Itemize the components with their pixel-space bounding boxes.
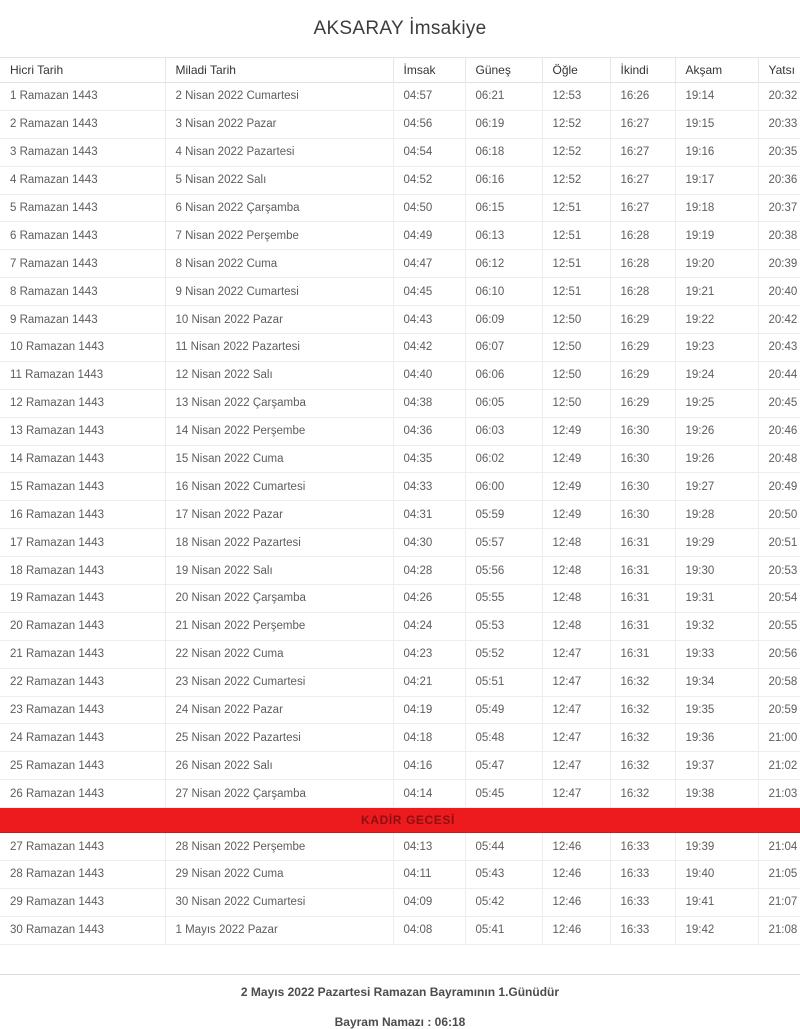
cell-aksam: 19:39 — [675, 833, 758, 861]
cell-gunes: 06:10 — [465, 278, 542, 306]
cell-imsak: 04:50 — [393, 194, 465, 222]
cell-hicri: 13 Ramazan 1443 — [0, 417, 165, 445]
cell-hicri: 11 Ramazan 1443 — [0, 361, 165, 389]
cell-yatsi: 20:39 — [758, 250, 800, 278]
cell-ikindi: 16:31 — [610, 612, 675, 640]
cell-ikindi: 16:33 — [610, 861, 675, 889]
cell-aksam: 19:35 — [675, 696, 758, 724]
cell-gunes: 05:56 — [465, 557, 542, 585]
cell-ogle: 12:52 — [542, 138, 610, 166]
cell-aksam: 19:20 — [675, 250, 758, 278]
cell-hicri: 20 Ramazan 1443 — [0, 612, 165, 640]
cell-ikindi: 16:33 — [610, 833, 675, 861]
cell-aksam: 19:21 — [675, 278, 758, 306]
cell-gunes: 06:02 — [465, 445, 542, 473]
cell-aksam: 19:26 — [675, 417, 758, 445]
cell-hicri: 23 Ramazan 1443 — [0, 696, 165, 724]
cell-imsak: 04:13 — [393, 833, 465, 861]
cell-yatsi: 21:07 — [758, 888, 800, 916]
cell-aksam: 19:16 — [675, 138, 758, 166]
cell-ogle: 12:49 — [542, 473, 610, 501]
cell-hicri: 15 Ramazan 1443 — [0, 473, 165, 501]
table-row — [0, 334, 800, 362]
cell-aksam: 19:36 — [675, 724, 758, 752]
cell-hicri: 19 Ramazan 1443 — [0, 585, 165, 613]
cell-yatsi: 20:44 — [758, 361, 800, 389]
table-row — [0, 83, 800, 111]
cell-aksam: 19:27 — [675, 473, 758, 501]
table-row — [0, 916, 800, 944]
cell-yatsi: 20:49 — [758, 473, 800, 501]
cell-ikindi: 16:31 — [610, 557, 675, 585]
cell-aksam: 19:41 — [675, 888, 758, 916]
cell-ikindi: 16:31 — [610, 585, 675, 613]
cell-miladi: 29 Nisan 2022 Cuma — [165, 861, 393, 889]
header-ikindi: İkindi — [610, 58, 675, 83]
cell-gunes: 06:07 — [465, 334, 542, 362]
cell-imsak: 04:16 — [393, 752, 465, 780]
table-row — [0, 668, 800, 696]
cell-ogle: 12:51 — [542, 250, 610, 278]
cell-yatsi: 21:08 — [758, 916, 800, 944]
cell-miladi: 30 Nisan 2022 Cumartesi — [165, 888, 393, 916]
cell-imsak: 04:56 — [393, 110, 465, 138]
table-header — [0, 58, 800, 83]
cell-ikindi: 16:30 — [610, 501, 675, 529]
table-header-row — [0, 58, 800, 83]
cell-ogle: 12:47 — [542, 696, 610, 724]
cell-imsak: 04:43 — [393, 306, 465, 334]
cell-miladi: 28 Nisan 2022 Perşembe — [165, 833, 393, 861]
cell-ogle: 12:46 — [542, 888, 610, 916]
cell-hicri: 9 Ramazan 1443 — [0, 306, 165, 334]
cell-ogle: 12:50 — [542, 306, 610, 334]
cell-ogle: 12:50 — [542, 334, 610, 362]
cell-hicri: 2 Ramazan 1443 — [0, 110, 165, 138]
cell-gunes: 05:55 — [465, 585, 542, 613]
cell-imsak: 04:47 — [393, 250, 465, 278]
cell-gunes: 05:57 — [465, 529, 542, 557]
table-row — [0, 861, 800, 889]
cell-yatsi: 20:35 — [758, 138, 800, 166]
cell-miladi: 10 Nisan 2022 Pazar — [165, 306, 393, 334]
cell-gunes: 06:05 — [465, 389, 542, 417]
cell-yatsi: 20:59 — [758, 696, 800, 724]
cell-ikindi: 16:32 — [610, 668, 675, 696]
header-miladi-tarih: Miladi Tarih — [165, 58, 393, 83]
cell-gunes: 06:12 — [465, 250, 542, 278]
cell-miladi: 21 Nisan 2022 Perşembe — [165, 612, 393, 640]
cell-ikindi: 16:32 — [610, 724, 675, 752]
cell-gunes: 05:48 — [465, 724, 542, 752]
cell-miladi: 20 Nisan 2022 Çarşamba — [165, 585, 393, 613]
cell-ogle: 12:47 — [542, 668, 610, 696]
cell-miladi: 1 Mayıs 2022 Pazar — [165, 916, 393, 944]
cell-aksam: 19:24 — [675, 361, 758, 389]
cell-ogle: 12:47 — [542, 724, 610, 752]
cell-hicri: 22 Ramazan 1443 — [0, 668, 165, 696]
cell-aksam: 19:42 — [675, 916, 758, 944]
cell-imsak: 04:23 — [393, 640, 465, 668]
cell-ikindi: 16:31 — [610, 529, 675, 557]
cell-ogle: 12:50 — [542, 361, 610, 389]
cell-hicri: 28 Ramazan 1443 — [0, 861, 165, 889]
cell-yatsi: 20:32 — [758, 83, 800, 111]
cell-yatsi: 20:36 — [758, 166, 800, 194]
cell-aksam: 19:23 — [675, 334, 758, 362]
cell-yatsi: 20:38 — [758, 222, 800, 250]
cell-gunes: 06:06 — [465, 361, 542, 389]
cell-aksam: 19:26 — [675, 445, 758, 473]
cell-ikindi: 16:32 — [610, 752, 675, 780]
table-row — [0, 696, 800, 724]
footer — [0, 974, 800, 1029]
cell-imsak: 04:54 — [393, 138, 465, 166]
cell-miladi: 14 Nisan 2022 Perşembe — [165, 417, 393, 445]
cell-aksam: 19:18 — [675, 194, 758, 222]
cell-yatsi: 20:45 — [758, 389, 800, 417]
cell-yatsi: 20:40 — [758, 278, 800, 306]
cell-gunes: 06:21 — [465, 83, 542, 111]
cell-imsak: 04:38 — [393, 389, 465, 417]
cell-miladi: 15 Nisan 2022 Cuma — [165, 445, 393, 473]
table-row — [0, 833, 800, 861]
header-aksam: Akşam — [675, 58, 758, 83]
cell-yatsi: 20:56 — [758, 640, 800, 668]
cell-hicri: 1 Ramazan 1443 — [0, 83, 165, 111]
cell-aksam: 19:25 — [675, 389, 758, 417]
cell-gunes: 05:51 — [465, 668, 542, 696]
cell-miladi: 2 Nisan 2022 Cumartesi — [165, 83, 393, 111]
cell-yatsi: 20:53 — [758, 557, 800, 585]
cell-ogle: 12:48 — [542, 557, 610, 585]
cell-ikindi: 16:27 — [610, 166, 675, 194]
cell-ogle: 12:48 — [542, 585, 610, 613]
cell-ikindi: 16:32 — [610, 696, 675, 724]
kadir-gecesi-banner-row — [0, 808, 800, 833]
cell-hicri: 25 Ramazan 1443 — [0, 752, 165, 780]
cell-imsak: 04:28 — [393, 557, 465, 585]
cell-hicri: 21 Ramazan 1443 — [0, 640, 165, 668]
cell-hicri: 8 Ramazan 1443 — [0, 278, 165, 306]
cell-miladi: 11 Nisan 2022 Pazartesi — [165, 334, 393, 362]
cell-miladi: 9 Nisan 2022 Cumartesi — [165, 278, 393, 306]
table-row — [0, 640, 800, 668]
cell-imsak: 04:40 — [393, 361, 465, 389]
cell-ogle: 12:52 — [542, 110, 610, 138]
cell-imsak: 04:21 — [393, 668, 465, 696]
cell-ogle: 12:47 — [542, 780, 610, 808]
cell-ikindi: 16:29 — [610, 306, 675, 334]
table-row — [0, 306, 800, 334]
cell-ikindi: 16:30 — [610, 445, 675, 473]
cell-ikindi: 16:28 — [610, 222, 675, 250]
table-row — [0, 473, 800, 501]
cell-hicri: 26 Ramazan 1443 — [0, 780, 165, 808]
cell-miladi: 3 Nisan 2022 Pazar — [165, 110, 393, 138]
cell-ikindi: 16:29 — [610, 389, 675, 417]
cell-miladi: 8 Nisan 2022 Cuma — [165, 250, 393, 278]
cell-ikindi: 16:26 — [610, 83, 675, 111]
cell-aksam: 19:15 — [675, 110, 758, 138]
cell-aksam: 19:19 — [675, 222, 758, 250]
cell-miladi: 19 Nisan 2022 Salı — [165, 557, 393, 585]
cell-hicri: 30 Ramazan 1443 — [0, 916, 165, 944]
cell-imsak: 04:09 — [393, 888, 465, 916]
table-row — [0, 138, 800, 166]
cell-miladi: 7 Nisan 2022 Perşembe — [165, 222, 393, 250]
cell-miladi: 22 Nisan 2022 Cuma — [165, 640, 393, 668]
cell-ikindi: 16:27 — [610, 110, 675, 138]
cell-ogle: 12:48 — [542, 612, 610, 640]
cell-aksam: 19:28 — [675, 501, 758, 529]
cell-hicri: 18 Ramazan 1443 — [0, 557, 165, 585]
table-row — [0, 361, 800, 389]
cell-ikindi: 16:32 — [610, 780, 675, 808]
cell-ogle: 12:49 — [542, 417, 610, 445]
cell-gunes: 05:52 — [465, 640, 542, 668]
cell-imsak: 04:33 — [393, 473, 465, 501]
cell-ikindi: 16:31 — [610, 640, 675, 668]
table-row — [0, 529, 800, 557]
cell-hicri: 4 Ramazan 1443 — [0, 166, 165, 194]
cell-ogle: 12:51 — [542, 222, 610, 250]
cell-miladi: 13 Nisan 2022 Çarşamba — [165, 389, 393, 417]
cell-hicri: 12 Ramazan 1443 — [0, 389, 165, 417]
cell-ikindi: 16:30 — [610, 473, 675, 501]
cell-gunes: 05:45 — [465, 780, 542, 808]
cell-gunes: 05:41 — [465, 916, 542, 944]
cell-imsak: 04:08 — [393, 916, 465, 944]
cell-hicri: 24 Ramazan 1443 — [0, 724, 165, 752]
table-row — [0, 445, 800, 473]
cell-gunes: 06:16 — [465, 166, 542, 194]
cell-ogle: 12:50 — [542, 389, 610, 417]
cell-ogle: 12:47 — [542, 752, 610, 780]
cell-gunes: 05:42 — [465, 888, 542, 916]
cell-ogle: 12:51 — [542, 278, 610, 306]
cell-hicri: 29 Ramazan 1443 — [0, 888, 165, 916]
cell-yatsi: 20:48 — [758, 445, 800, 473]
cell-aksam: 19:29 — [675, 529, 758, 557]
cell-gunes: 06:09 — [465, 306, 542, 334]
cell-miladi: 27 Nisan 2022 Çarşamba — [165, 780, 393, 808]
cell-imsak: 04:26 — [393, 585, 465, 613]
table-row — [0, 501, 800, 529]
cell-yatsi: 20:54 — [758, 585, 800, 613]
cell-miladi: 17 Nisan 2022 Pazar — [165, 501, 393, 529]
header-imsak: İmsak — [393, 58, 465, 83]
cell-hicri: 7 Ramazan 1443 — [0, 250, 165, 278]
table-row — [0, 389, 800, 417]
cell-yatsi: 20:51 — [758, 529, 800, 557]
table-row — [0, 110, 800, 138]
cell-aksam: 19:30 — [675, 557, 758, 585]
cell-imsak: 04:52 — [393, 166, 465, 194]
table-row — [0, 166, 800, 194]
cell-yatsi: 20:58 — [758, 668, 800, 696]
cell-gunes: 05:44 — [465, 833, 542, 861]
cell-ikindi: 16:28 — [610, 278, 675, 306]
header-hicri-tarih: Hicri Tarih — [0, 58, 165, 83]
page-title: AKSARAY İmsakiye — [313, 17, 487, 39]
cell-ikindi: 16:33 — [610, 888, 675, 916]
cell-ogle: 12:52 — [542, 166, 610, 194]
cell-gunes: 06:19 — [465, 110, 542, 138]
cell-miladi: 18 Nisan 2022 Pazartesi — [165, 529, 393, 557]
cell-ogle: 12:47 — [542, 640, 610, 668]
cell-gunes: 06:18 — [465, 138, 542, 166]
table-row — [0, 752, 800, 780]
cell-aksam: 19:34 — [675, 668, 758, 696]
cell-imsak: 04:11 — [393, 861, 465, 889]
table-row — [0, 417, 800, 445]
cell-ogle: 12:49 — [542, 445, 610, 473]
cell-gunes: 05:53 — [465, 612, 542, 640]
table-row — [0, 612, 800, 640]
cell-ogle: 12:46 — [542, 916, 610, 944]
cell-ikindi: 16:33 — [610, 916, 675, 944]
cell-aksam: 19:14 — [675, 83, 758, 111]
cell-imsak: 04:31 — [393, 501, 465, 529]
cell-ikindi: 16:27 — [610, 138, 675, 166]
cell-yatsi: 20:50 — [758, 501, 800, 529]
cell-yatsi: 21:00 — [758, 724, 800, 752]
cell-ogle: 12:46 — [542, 861, 610, 889]
cell-aksam: 19:38 — [675, 780, 758, 808]
imsakiye-table-container — [0, 57, 800, 945]
cell-imsak: 04:19 — [393, 696, 465, 724]
cell-yatsi: 21:02 — [758, 752, 800, 780]
cell-miladi: 26 Nisan 2022 Salı — [165, 752, 393, 780]
table-row — [0, 780, 800, 808]
cell-ogle: 12:53 — [542, 83, 610, 111]
cell-miladi: 5 Nisan 2022 Salı — [165, 166, 393, 194]
kadir-gecesi-banner: KADİR GECESİ — [0, 808, 800, 833]
cell-gunes: 06:13 — [465, 222, 542, 250]
cell-hicri: 17 Ramazan 1443 — [0, 529, 165, 557]
cell-ogle: 12:48 — [542, 529, 610, 557]
cell-ikindi: 16:28 — [610, 250, 675, 278]
table-row — [0, 888, 800, 916]
cell-miladi: 4 Nisan 2022 Pazartesi — [165, 138, 393, 166]
cell-miladi: 12 Nisan 2022 Salı — [165, 361, 393, 389]
header-yatsi: Yatsı — [758, 58, 800, 83]
cell-miladi: 23 Nisan 2022 Cumartesi — [165, 668, 393, 696]
cell-ogle: 12:51 — [542, 194, 610, 222]
cell-gunes: 05:49 — [465, 696, 542, 724]
header-ogle: Öğle — [542, 58, 610, 83]
table-row — [0, 222, 800, 250]
cell-hicri: 3 Ramazan 1443 — [0, 138, 165, 166]
cell-hicri: 14 Ramazan 1443 — [0, 445, 165, 473]
cell-yatsi: 20:42 — [758, 306, 800, 334]
cell-imsak: 04:45 — [393, 278, 465, 306]
table-row — [0, 724, 800, 752]
cell-aksam: 19:40 — [675, 861, 758, 889]
cell-yatsi: 21:05 — [758, 861, 800, 889]
cell-aksam: 19:37 — [675, 752, 758, 780]
cell-imsak: 04:14 — [393, 780, 465, 808]
cell-aksam: 19:32 — [675, 612, 758, 640]
cell-yatsi: 20:43 — [758, 334, 800, 362]
cell-hicri: 27 Ramazan 1443 — [0, 833, 165, 861]
table-row — [0, 278, 800, 306]
cell-imsak: 04:18 — [393, 724, 465, 752]
cell-yatsi: 20:46 — [758, 417, 800, 445]
cell-gunes: 06:00 — [465, 473, 542, 501]
cell-miladi: 6 Nisan 2022 Çarşamba — [165, 194, 393, 222]
table-row — [0, 585, 800, 613]
cell-ikindi: 16:27 — [610, 194, 675, 222]
table-row — [0, 250, 800, 278]
cell-imsak: 04:35 — [393, 445, 465, 473]
cell-aksam: 19:31 — [675, 585, 758, 613]
header-gunes: Güneş — [465, 58, 542, 83]
cell-yatsi: 21:04 — [758, 833, 800, 861]
bayram-day-note: 2 Mayıs 2022 Pazartesi Ramazan Bayramının 1.Günüdür — [240, 985, 560, 999]
cell-gunes: 05:47 — [465, 752, 542, 780]
cell-imsak: 04:42 — [393, 334, 465, 362]
cell-hicri: 6 Ramazan 1443 — [0, 222, 165, 250]
cell-ikindi: 16:29 — [610, 361, 675, 389]
cell-imsak: 04:36 — [393, 417, 465, 445]
cell-aksam: 19:33 — [675, 640, 758, 668]
cell-ikindi: 16:29 — [610, 334, 675, 362]
cell-aksam: 19:22 — [675, 306, 758, 334]
cell-yatsi: 21:03 — [758, 780, 800, 808]
cell-yatsi: 20:37 — [758, 194, 800, 222]
cell-ogle: 12:46 — [542, 833, 610, 861]
cell-gunes: 05:59 — [465, 501, 542, 529]
cell-aksam: 19:17 — [675, 166, 758, 194]
imsakiye-table — [0, 57, 800, 945]
cell-imsak: 04:30 — [393, 529, 465, 557]
bayram-namazi-note: Bayram Namazı : 06:18 — [334, 1015, 466, 1029]
cell-miladi: 24 Nisan 2022 Pazar — [165, 696, 393, 724]
cell-ikindi: 16:30 — [610, 417, 675, 445]
cell-yatsi: 20:33 — [758, 110, 800, 138]
table-row — [0, 194, 800, 222]
cell-hicri: 16 Ramazan 1443 — [0, 501, 165, 529]
cell-gunes: 05:43 — [465, 861, 542, 889]
cell-hicri: 5 Ramazan 1443 — [0, 194, 165, 222]
cell-imsak: 04:57 — [393, 83, 465, 111]
imsakiye-table-body — [0, 83, 800, 945]
cell-ogle: 12:49 — [542, 501, 610, 529]
cell-gunes: 06:03 — [465, 417, 542, 445]
cell-hicri: 10 Ramazan 1443 — [0, 334, 165, 362]
cell-miladi: 16 Nisan 2022 Cumartesi — [165, 473, 393, 501]
cell-imsak: 04:24 — [393, 612, 465, 640]
cell-gunes: 06:15 — [465, 194, 542, 222]
table-row — [0, 557, 800, 585]
cell-yatsi: 20:55 — [758, 612, 800, 640]
cell-imsak: 04:49 — [393, 222, 465, 250]
cell-miladi: 25 Nisan 2022 Pazartesi — [165, 724, 393, 752]
